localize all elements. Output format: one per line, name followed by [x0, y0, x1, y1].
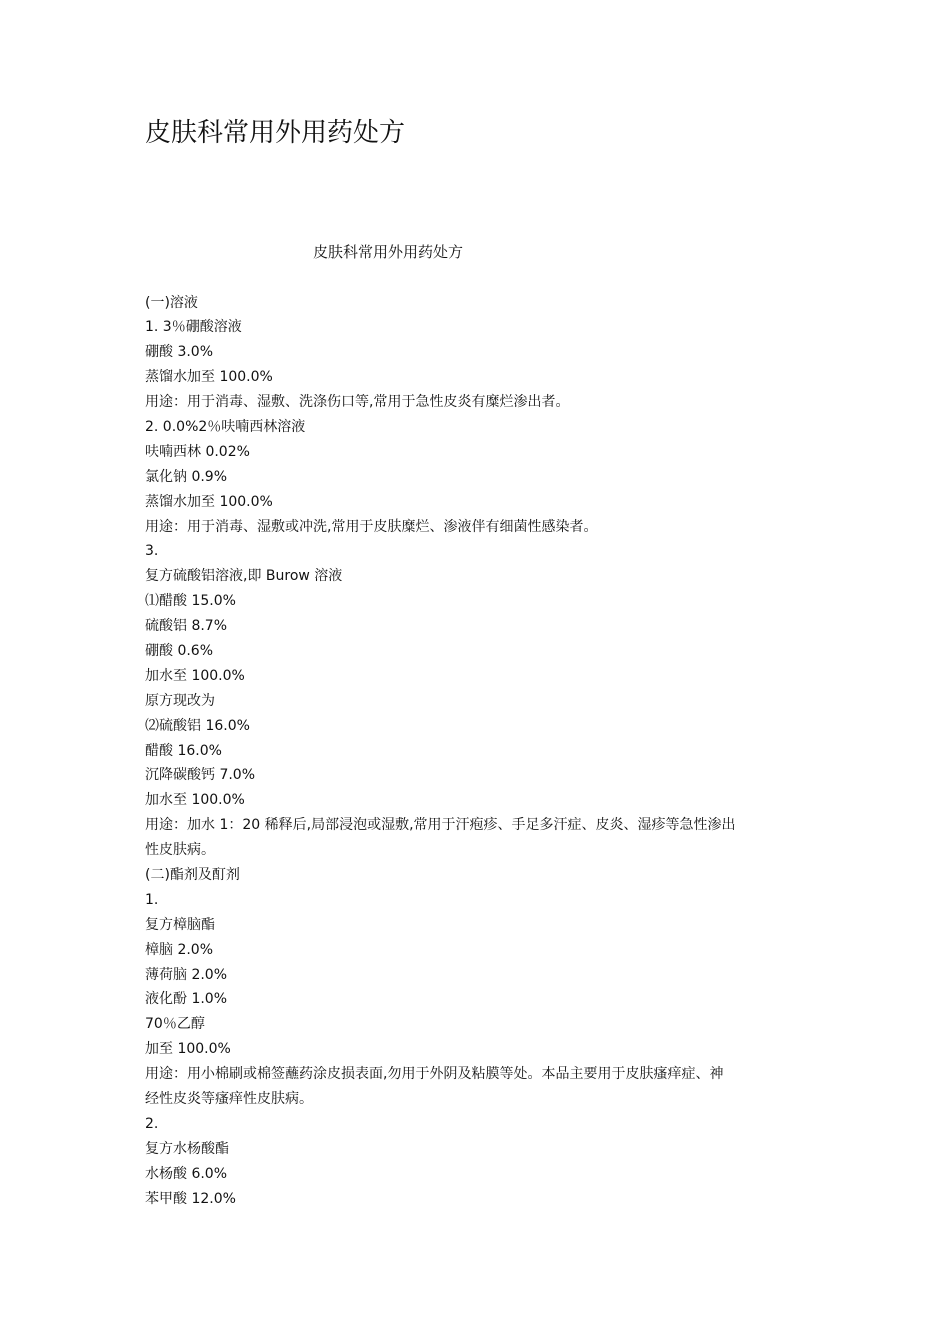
text-line: 3. [145, 543, 159, 560]
document-subtitle: 皮肤科常用外用药处方 [313, 243, 464, 261]
text-line: 苯甲酸 12.0% [145, 1190, 236, 1207]
text-line: 复方樟脑酯 [145, 916, 215, 933]
text-line: 加至 100.0% [145, 1041, 231, 1058]
text-line: 原方现改为 [145, 692, 215, 709]
text-line: 经性皮炎等瘙痒性皮肤病。 [145, 1091, 313, 1107]
text-line: 用途：用于消毒、湿敷、洗涤伤口等,常用于急性皮炎有糜烂渗出者。 [145, 394, 570, 411]
text-line: 蒸馏水加至 100.0% [145, 493, 273, 510]
text-line: ⑴醋酸 15.0% [145, 593, 236, 610]
document-body [145, 291, 815, 1212]
text-line: 蒸馏水加至 100.0% [145, 369, 273, 386]
text-line: 用途：用小棉刷或棉签蘸药涂皮损表面,勿用于外阴及粘膜等处。本品主要用于皮肤瘙痒症、神 [145, 1066, 724, 1083]
text-line: 醋酸 16.0% [145, 742, 222, 759]
text-line: 薄荷脑 2.0% [145, 966, 228, 983]
text-line: 硼酸 3.0% [145, 344, 214, 361]
text-line: 加水至 100.0% [145, 792, 245, 809]
text-line: ⑵硫酸铝 16.0% [145, 717, 250, 734]
text-line: 硫酸铝 8.7% [145, 618, 228, 635]
text-line: 呋喃西林 0.02% [145, 443, 250, 460]
text-line: 硼酸 0.6% [145, 642, 214, 659]
text-line: 水杨酸 6.0% [145, 1165, 228, 1182]
document-title: 皮肤科常用外用药处方 [145, 118, 406, 148]
text-line: (一)溶液 [145, 294, 198, 311]
text-line: 氯化钠 0.9% [145, 468, 228, 485]
text-line: 沉降碳酸钙 7.0% [145, 767, 256, 784]
text-line: 用途：加水 1：20 稀释后,局部浸泡或湿敷,常用于汗疱疹、手足多汗症、皮炎、湿疹等急性渗出 [145, 817, 736, 834]
text-line: (二)酯剂及酊剂 [145, 866, 240, 883]
text-line: 2. 0.0%2％呋喃西林溶液 [145, 418, 306, 435]
text-line: 性皮肤病。 [145, 842, 215, 859]
text-line: 用途：用于消毒、湿敷或冲洗,常用于皮肤糜烂、渗液伴有细菌性感染者。 [145, 518, 598, 535]
text-line: 70％乙醇 [145, 1016, 205, 1033]
text-line: 复方硫酸铝溶液,即 Burow 溶液 [145, 568, 343, 585]
text-line: 2. [145, 1115, 159, 1132]
text-line: 1. [145, 891, 159, 908]
text-line: 复方水杨酸酯 [145, 1140, 229, 1157]
text-line: 1. 3％硼酸溶液 [145, 319, 242, 336]
text-line: 加水至 100.0% [145, 667, 245, 684]
text-line: 液化酚 1.0% [145, 991, 228, 1008]
text-line: 樟脑 2.0% [145, 941, 214, 958]
